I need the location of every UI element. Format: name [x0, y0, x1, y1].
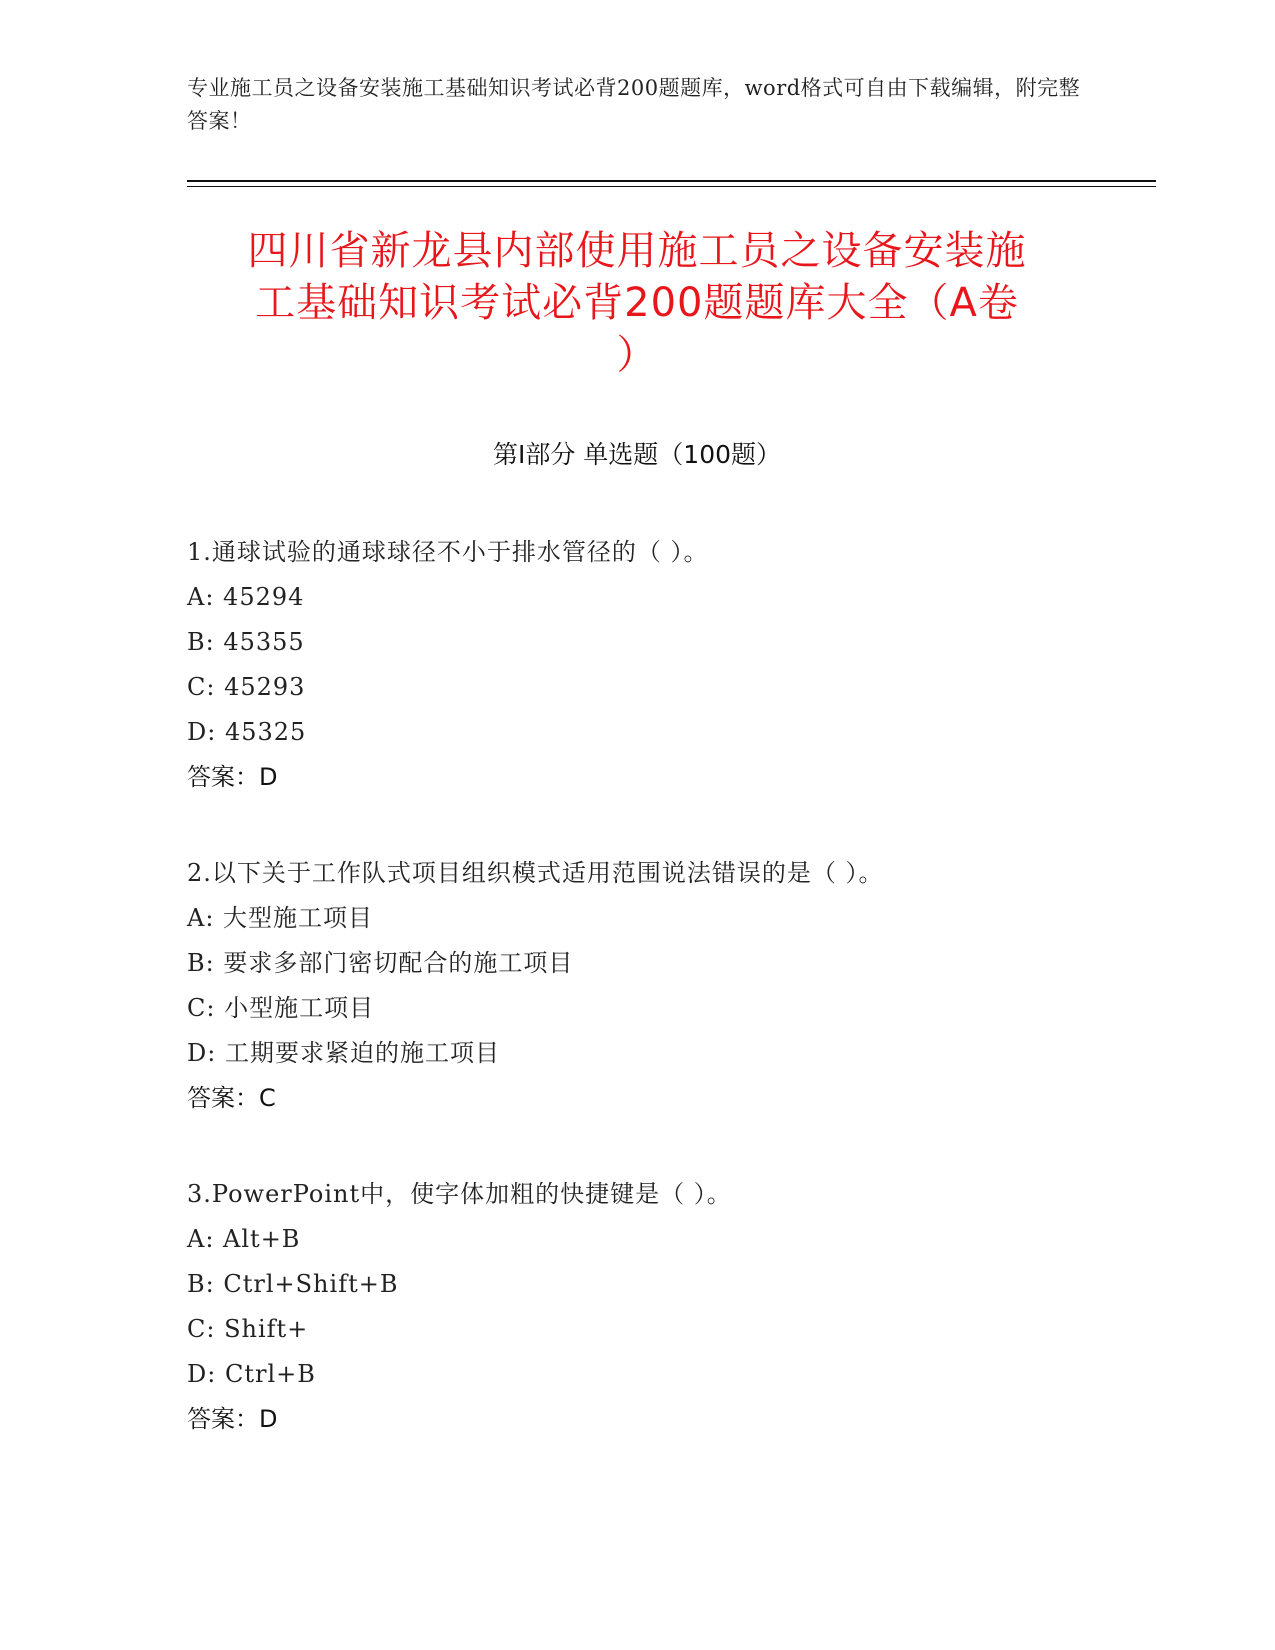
question-3 — [187, 1172, 1087, 1442]
option-b: B: 要求多部门密切配合的施工项目 — [187, 949, 574, 977]
option-c: C: 小型施工项目 — [187, 994, 375, 1022]
header-divider-thin — [187, 186, 1156, 187]
option-a: A: 大型施工项目 — [187, 904, 374, 932]
option-b: B: 45355 — [187, 628, 305, 656]
option-d: D: Ctrl+B — [187, 1360, 316, 1388]
option-d: D: 工期要求紧迫的施工项目 — [187, 1039, 500, 1067]
question-1 — [187, 530, 1087, 800]
document-title-line-2: 工基础知识考试必背200题题库大全（A卷 — [255, 280, 1019, 326]
option-c: C: 45293 — [187, 673, 306, 701]
header-note: 专业施工员之设备安装施工基础知识考试必背200题题库，word格式可自由下载编辑，附完整答案！ — [187, 76, 1081, 133]
question-list — [187, 530, 1087, 1493]
answer-line: 答案：C — [187, 1084, 276, 1112]
header-divider-thick — [187, 180, 1156, 182]
answer-line: 答案：D — [187, 1405, 278, 1433]
option-b: B: Ctrl+Shift+B — [187, 1270, 399, 1298]
option-d: D: 45325 — [187, 718, 307, 746]
document-title-line-3: ） — [616, 332, 658, 378]
option-a: A: Alt+B — [187, 1225, 301, 1253]
option-c: C: Shift+ — [187, 1315, 309, 1343]
document-title — [187, 225, 1087, 381]
document-title-line-1: 四川省新龙县内部使用施工员之设备安装施 — [247, 228, 1027, 274]
question-stem: 1.通球试验的通球球径不小于排水管径的（ ）。 — [187, 538, 709, 566]
answer-line: 答案：D — [187, 763, 278, 791]
section-heading: 第I部分 单选题（100题） — [492, 440, 782, 469]
question-2 — [187, 851, 1087, 1121]
question-stem: 3.PowerPoint中，使字体加粗的快捷键是（ ）。 — [187, 1180, 732, 1208]
option-a: A: 45294 — [187, 583, 305, 611]
question-stem: 2.以下关于工作队式项目组织模式适用范围说法错误的是（ ）。 — [187, 859, 884, 887]
